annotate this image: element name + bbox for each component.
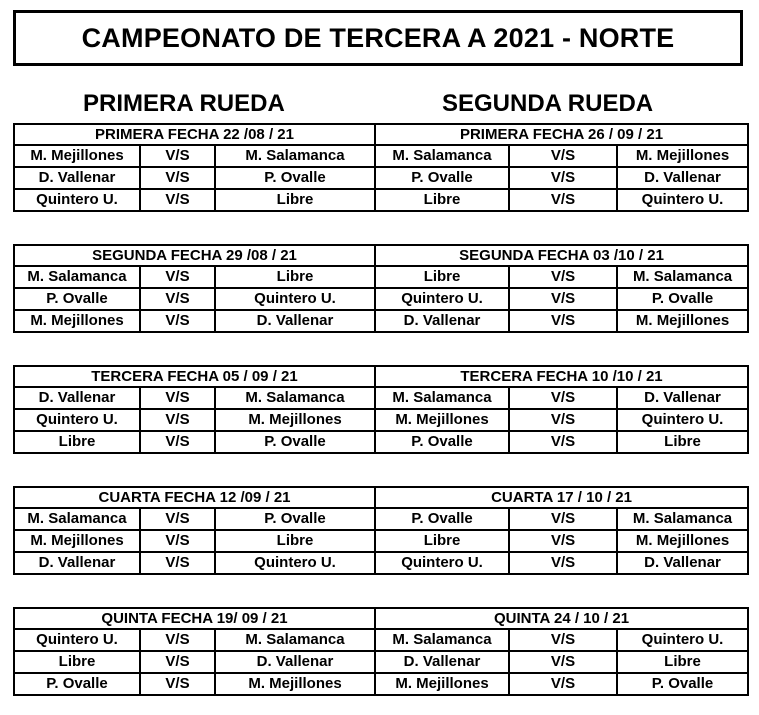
- team-cell: M. Salamanca: [617, 508, 748, 530]
- vs-cell: V/S: [140, 266, 215, 288]
- fixture-block-1: [13, 123, 749, 212]
- team-cell: M. Mejillones: [215, 409, 375, 431]
- vs-cell: V/S: [140, 189, 215, 211]
- match-row: [14, 651, 748, 673]
- team-cell: D. Vallenar: [375, 310, 509, 332]
- match-row: [14, 409, 748, 431]
- fixture-block-4: [13, 486, 749, 575]
- team-cell: M. Salamanca: [14, 508, 140, 530]
- vs-cell: V/S: [509, 508, 617, 530]
- team-cell: D. Vallenar: [617, 552, 748, 574]
- vs-cell: V/S: [140, 508, 215, 530]
- team-cell: M. Salamanca: [14, 266, 140, 288]
- team-cell: Libre: [215, 189, 375, 211]
- vs-cell: V/S: [509, 629, 617, 651]
- team-cell: M. Mejillones: [215, 673, 375, 695]
- team-cell: M. Mejillones: [617, 530, 748, 552]
- team-cell: M. Mejillones: [14, 145, 140, 167]
- vs-cell: V/S: [140, 387, 215, 409]
- team-cell: M. Salamanca: [215, 387, 375, 409]
- first-round-heading: PRIMERA RUEDA: [83, 90, 285, 117]
- vs-cell: V/S: [509, 387, 617, 409]
- team-cell: P. Ovalle: [215, 508, 375, 530]
- team-cell: Libre: [375, 189, 509, 211]
- vs-cell: V/S: [509, 266, 617, 288]
- vs-cell: V/S: [509, 167, 617, 189]
- vs-cell: V/S: [140, 310, 215, 332]
- vs-cell: V/S: [509, 651, 617, 673]
- vs-cell: V/S: [509, 145, 617, 167]
- fixture-header-right: PRIMERA FECHA 26 / 09 / 21: [375, 124, 748, 145]
- team-cell: Libre: [215, 266, 375, 288]
- fixture-header-left: CUARTA FECHA 12 /09 / 21: [14, 487, 375, 508]
- team-cell: M. Salamanca: [375, 387, 509, 409]
- match-row: [14, 629, 748, 651]
- team-cell: D. Vallenar: [617, 167, 748, 189]
- match-row: [14, 508, 748, 530]
- team-cell: Quintero U.: [375, 552, 509, 574]
- team-cell: M. Mejillones: [14, 310, 140, 332]
- fixture-header-left: QUINTA FECHA 19/ 09 / 21: [14, 608, 375, 629]
- title-box: [13, 10, 743, 66]
- match-row: [14, 167, 748, 189]
- team-cell: D. Vallenar: [617, 387, 748, 409]
- match-row: [14, 673, 748, 695]
- team-cell: P. Ovalle: [375, 431, 509, 453]
- match-row: [14, 310, 748, 332]
- team-cell: D. Vallenar: [215, 651, 375, 673]
- team-cell: P. Ovalle: [14, 673, 140, 695]
- vs-cell: V/S: [140, 673, 215, 695]
- team-cell: P. Ovalle: [617, 673, 748, 695]
- team-cell: Quintero U.: [14, 409, 140, 431]
- page-title: CAMPEONATO DE TERCERA A 2021 - NORTE: [81, 22, 675, 53]
- team-cell: Libre: [14, 431, 140, 453]
- team-cell: P. Ovalle: [617, 288, 748, 310]
- fixture-block-3: [13, 365, 749, 454]
- team-cell: M. Salamanca: [375, 629, 509, 651]
- vs-cell: V/S: [509, 189, 617, 211]
- team-cell: Libre: [14, 651, 140, 673]
- vs-cell: V/S: [140, 530, 215, 552]
- team-cell: M. Salamanca: [617, 266, 748, 288]
- team-cell: M. Mejillones: [375, 673, 509, 695]
- team-cell: Quintero U.: [215, 288, 375, 310]
- team-cell: D. Vallenar: [215, 310, 375, 332]
- fixture-block-2: [13, 244, 749, 333]
- fixture-header-left: PRIMERA FECHA 22 /08 / 21: [14, 124, 375, 145]
- fixture-block-5: [13, 607, 749, 696]
- vs-cell: V/S: [140, 167, 215, 189]
- vs-cell: V/S: [509, 530, 617, 552]
- vs-cell: V/S: [140, 552, 215, 574]
- match-row: [14, 266, 748, 288]
- team-cell: Quintero U.: [617, 409, 748, 431]
- vs-cell: V/S: [140, 409, 215, 431]
- match-row: [14, 387, 748, 409]
- team-cell: D. Vallenar: [14, 167, 140, 189]
- fixture-header-right: CUARTA 17 / 10 / 21: [375, 487, 748, 508]
- team-cell: P. Ovalle: [375, 508, 509, 530]
- vs-cell: V/S: [509, 310, 617, 332]
- fixture-header-right: TERCERA FECHA 10 /10 / 21: [375, 366, 748, 387]
- team-cell: D. Vallenar: [14, 387, 140, 409]
- team-cell: M. Salamanca: [375, 145, 509, 167]
- vs-cell: V/S: [140, 145, 215, 167]
- vs-cell: V/S: [140, 288, 215, 310]
- match-row: [14, 431, 748, 453]
- fixture-header-left: SEGUNDA FECHA 29 /08 / 21: [14, 245, 375, 266]
- team-cell: P. Ovalle: [215, 431, 375, 453]
- team-cell: Libre: [375, 530, 509, 552]
- match-row: [14, 189, 748, 211]
- match-row: [14, 288, 748, 310]
- vs-cell: V/S: [509, 673, 617, 695]
- team-cell: D. Vallenar: [14, 552, 140, 574]
- team-cell: M. Mejillones: [617, 145, 748, 167]
- team-cell: M. Mejillones: [375, 409, 509, 431]
- vs-cell: V/S: [509, 552, 617, 574]
- team-cell: Libre: [215, 530, 375, 552]
- team-cell: M. Salamanca: [215, 145, 375, 167]
- team-cell: P. Ovalle: [215, 167, 375, 189]
- team-cell: D. Vallenar: [375, 651, 509, 673]
- fixture-header-left: TERCERA FECHA 05 / 09 / 21: [14, 366, 375, 387]
- match-row: [14, 145, 748, 167]
- fixture-header-right: QUINTA 24 / 10 / 21: [375, 608, 748, 629]
- team-cell: Quintero U.: [617, 189, 748, 211]
- vs-cell: V/S: [140, 651, 215, 673]
- team-cell: M. Salamanca: [215, 629, 375, 651]
- team-cell: P. Ovalle: [375, 167, 509, 189]
- team-cell: Quintero U.: [215, 552, 375, 574]
- vs-cell: V/S: [509, 431, 617, 453]
- vs-cell: V/S: [140, 629, 215, 651]
- match-row: [14, 530, 748, 552]
- team-cell: M. Mejillones: [14, 530, 140, 552]
- team-cell: Libre: [617, 651, 748, 673]
- vs-cell: V/S: [509, 409, 617, 431]
- fixture-header-right: SEGUNDA FECHA 03 /10 / 21: [375, 245, 748, 266]
- team-cell: Quintero U.: [375, 288, 509, 310]
- second-round-heading: SEGUNDA RUEDA: [442, 90, 654, 117]
- team-cell: P. Ovalle: [14, 288, 140, 310]
- team-cell: Quintero U.: [617, 629, 748, 651]
- team-cell: Libre: [375, 266, 509, 288]
- team-cell: M. Mejillones: [617, 310, 748, 332]
- team-cell: Quintero U.: [14, 189, 140, 211]
- team-cell: Quintero U.: [14, 629, 140, 651]
- vs-cell: V/S: [140, 431, 215, 453]
- match-row: [14, 552, 748, 574]
- vs-cell: V/S: [509, 288, 617, 310]
- team-cell: Libre: [617, 431, 748, 453]
